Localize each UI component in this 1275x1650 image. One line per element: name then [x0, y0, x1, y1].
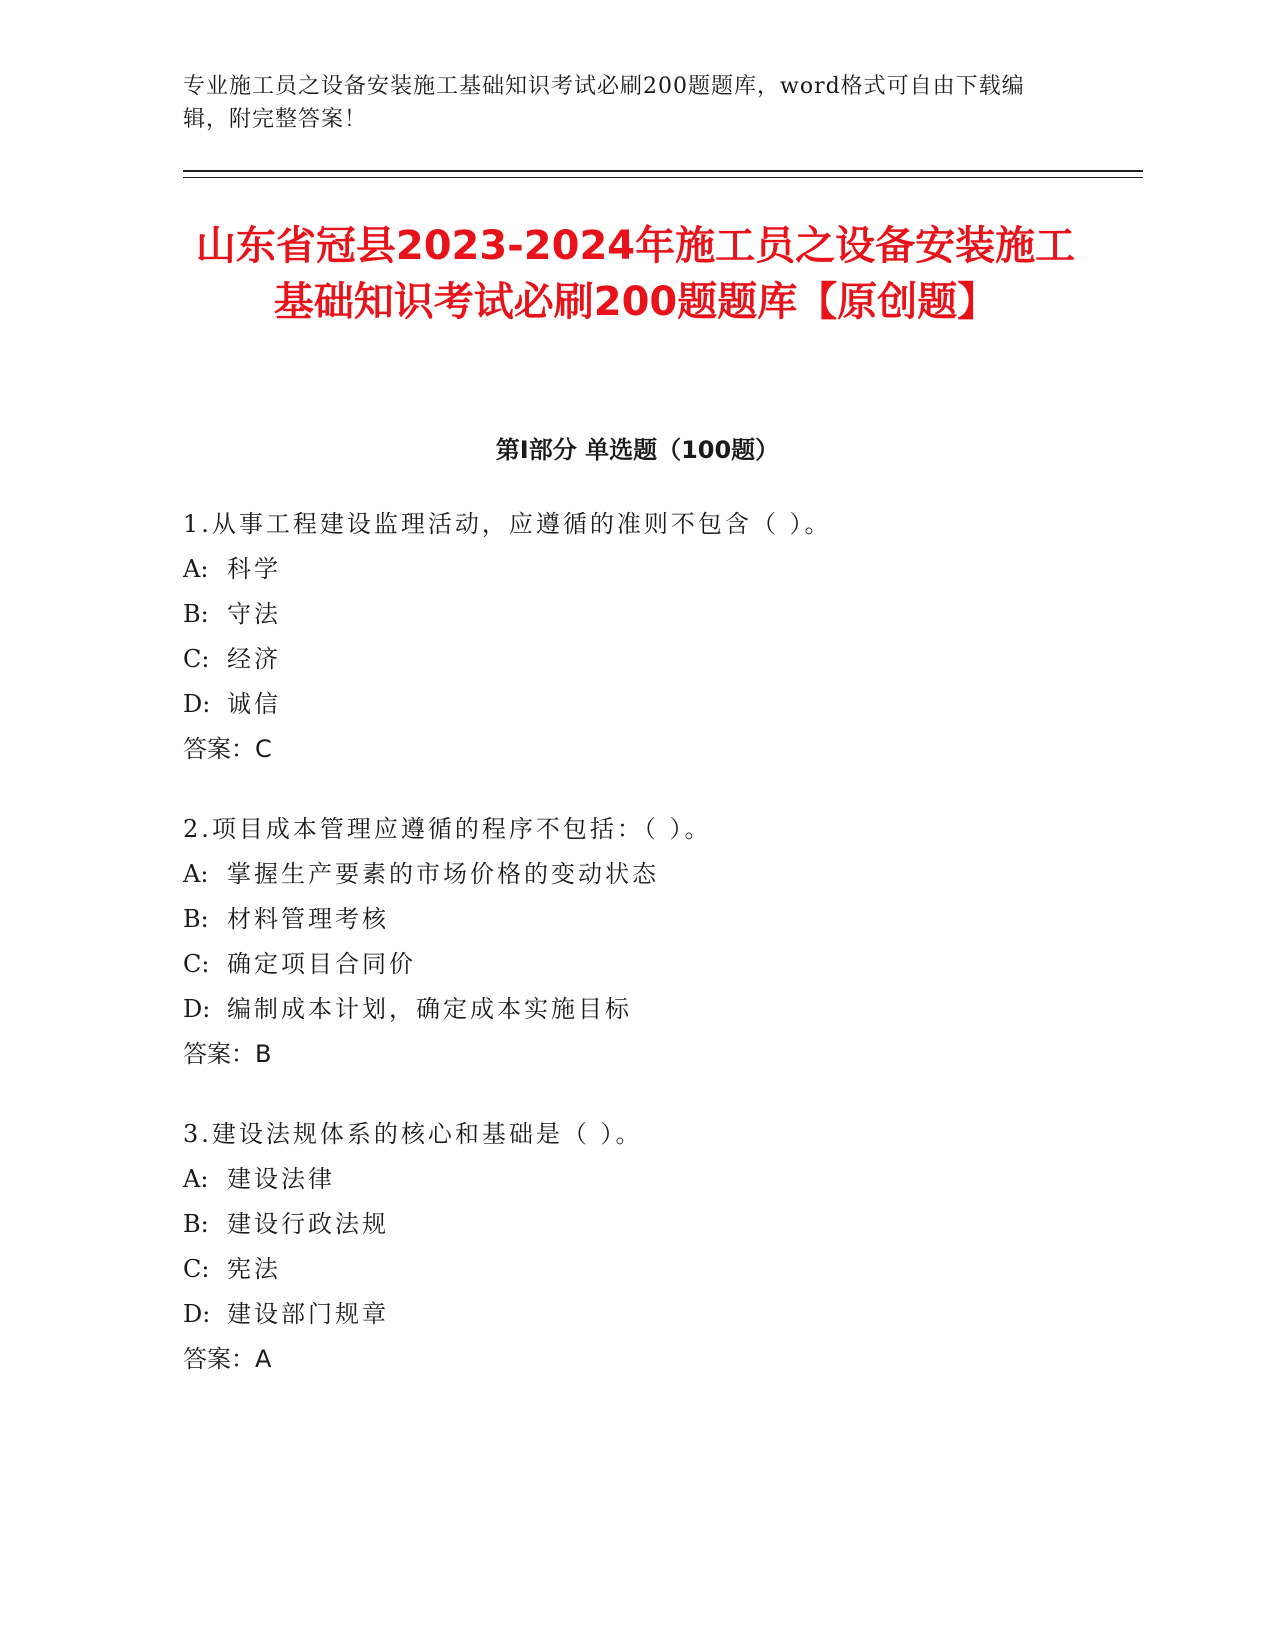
option-letter: B: — [183, 905, 209, 933]
document-title: 山东省冠县2023-2024年施工员之设备安装施工基础知识考试必刷200题题库【原创题】 — [195, 223, 1076, 325]
header-divider-thick — [183, 170, 1143, 172]
option-letter: B: — [183, 1210, 209, 1238]
option-c — [183, 942, 1083, 987]
option-letter: C: — [183, 645, 210, 673]
option-letter: A: — [183, 1165, 209, 1193]
option-text: 宪法 — [227, 1255, 281, 1283]
option-b — [183, 592, 1083, 637]
option-d — [183, 987, 1083, 1032]
option-letter: C: — [183, 1255, 210, 1283]
option-letter: D: — [183, 1300, 211, 1328]
option-text: 建设行政法规 — [227, 1210, 389, 1238]
option-c — [183, 637, 1083, 682]
option-a — [183, 1157, 1083, 1202]
option-letter: D: — [183, 995, 211, 1023]
option-c — [183, 1247, 1083, 1292]
option-text: 建设法律 — [227, 1165, 335, 1193]
option-letter: C: — [183, 950, 210, 978]
option-a — [183, 547, 1083, 592]
option-text: 建设部门规章 — [227, 1300, 389, 1328]
option-text: 科学 — [227, 555, 281, 583]
option-text: 守法 — [227, 600, 281, 628]
option-d — [183, 682, 1083, 727]
question-stem: 1.从事工程建设监理活动，应遵循的准则不包含（ ）。 — [183, 510, 832, 538]
answer-line: 答案：C — [183, 735, 272, 763]
option-text: 编制成本计划，确定成本实施目标 — [227, 995, 632, 1023]
option-b — [183, 897, 1083, 942]
answer-line: 答案：B — [183, 1040, 272, 1068]
option-letter: D: — [183, 690, 211, 718]
option-a — [183, 852, 1083, 897]
option-text: 材料管理考核 — [227, 905, 389, 933]
option-text: 经济 — [227, 645, 281, 673]
header-divider-thin — [183, 177, 1143, 178]
question-stem: 3.建设法规体系的核心和基础是（ ）。 — [183, 1120, 643, 1148]
option-letter: A: — [183, 860, 209, 888]
question-1 — [183, 502, 1083, 772]
option-text: 掌握生产要素的市场价格的变动状态 — [227, 860, 659, 888]
question-stem: 2.项目成本管理应遵循的程序不包括：（ ）。 — [183, 815, 712, 843]
option-letter: B: — [183, 600, 209, 628]
option-text: 诚信 — [227, 690, 281, 718]
option-letter: A: — [183, 555, 209, 583]
question-3 — [183, 1112, 1083, 1382]
section-heading: 第Ⅰ部分 单选题（100题） — [495, 436, 780, 464]
header-note: 专业施工员之设备安装施工基础知识考试必刷200题题库，word格式可自由下载编辑，附完整答案！ — [183, 74, 1025, 132]
option-text: 确定项目合同价 — [227, 950, 416, 978]
option-d — [183, 1292, 1083, 1337]
option-b — [183, 1202, 1083, 1247]
question-2 — [183, 807, 1083, 1077]
answer-line: 答案：A — [183, 1345, 272, 1373]
